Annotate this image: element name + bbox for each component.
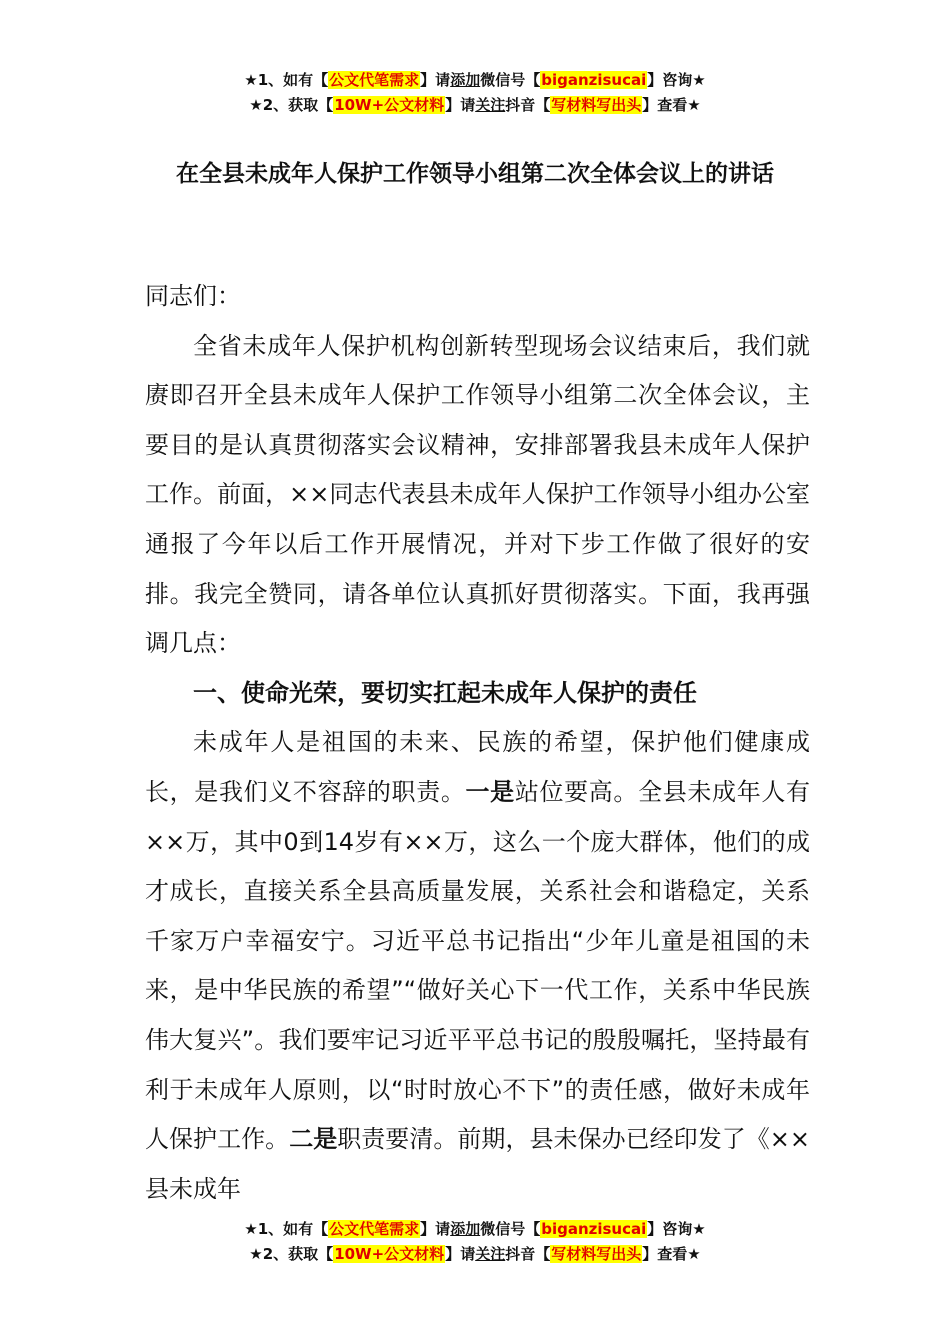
document-body	[145, 272, 810, 1214]
paragraph-section-1: 未成年人是祖国的未来、民族的希望，保护他们健康成长，是我们义不容辞的职责。一是站位要高。全县未成年人有××万，其中0到14岁有××万，这么一个庞大群体，他们的成才成长，直接关系全县高质量发展，关系社会和谐稳定，关系千家万户幸福安宁。习近平总书记指出“少年儿童是祖国的未来，是中华民族的希望”“做好关心下一代工作，关系中华民族伟大复兴”。我们要牢记习近平平总书记的殷殷嘱托，坚持最有利于未成年人原则，以“时时放心不下”的责任感，做好未成年人保护工作。二是职责要清。前期，县未保办已经印发了《××县未成年	[145, 728, 811, 1203]
document-title: 在全县未成年人保护工作领导小组第二次全体会议上的讲话	[176, 161, 774, 187]
highlight-materials: 10W+公文材料	[334, 96, 445, 114]
footer-line-2: ★2、获取【10W+公文材料】请关注抖音【写材料写出头】查看★	[249, 1245, 701, 1263]
header-banner	[0, 68, 950, 118]
point-label-1: 一是	[465, 777, 515, 806]
footer-underlined-add: 添加	[450, 1220, 481, 1238]
footer-underlined-follow: 关注	[475, 1245, 506, 1263]
highlight-service: 公文代笔需求	[329, 71, 420, 89]
footer-highlight-service: 公文代笔需求	[329, 1220, 420, 1238]
highlight-douyin-account: 写材料写出头	[551, 96, 642, 114]
footer-highlight-wechat-id: biganzisucai	[541, 1220, 647, 1238]
paragraph-intro: 全省未成年人保护机构创新转型现场会议结束后，我们就赓即召开全县未成年人保护工作领导小组第二次全体会议，主要目的是认真贯彻落实会议精神，安排部署我县未成年人保护工作。前面，××同志代表县未成年人保护工作领导小组办公室通报了今年以后工作开展情况，并对下步工作做了很好的安排。我完全赞同，请各单位认真抓好贯彻落实。下面，我再强调几点：	[145, 331, 810, 658]
underlined-add: 添加	[450, 71, 481, 89]
point-label-2: 二是	[289, 1125, 338, 1154]
footer-line-1: ★1、如有【公文代笔需求】请添加微信号【biganzisucai】咨询★	[244, 1220, 706, 1238]
section-heading-1: 一、使命光荣，要切实扛起未成年人保护的责任	[193, 678, 697, 707]
footer-highlight-materials: 10W+公文材料	[334, 1245, 445, 1263]
banner-line-2: ★2、获取【10W+公文材料】请关注抖音【写材料写出头】查看★	[249, 96, 701, 114]
salutation: 同志们：	[145, 282, 241, 310]
footer-banner	[0, 1217, 950, 1267]
banner-line-1: ★1、如有【公文代笔需求】请添加微信号【biganzisucai】咨询★	[244, 71, 706, 89]
footer-highlight-douyin-account: 写材料写出头	[551, 1245, 642, 1263]
highlight-wechat-id: biganzisucai	[541, 71, 647, 89]
underlined-follow: 关注	[475, 96, 506, 114]
